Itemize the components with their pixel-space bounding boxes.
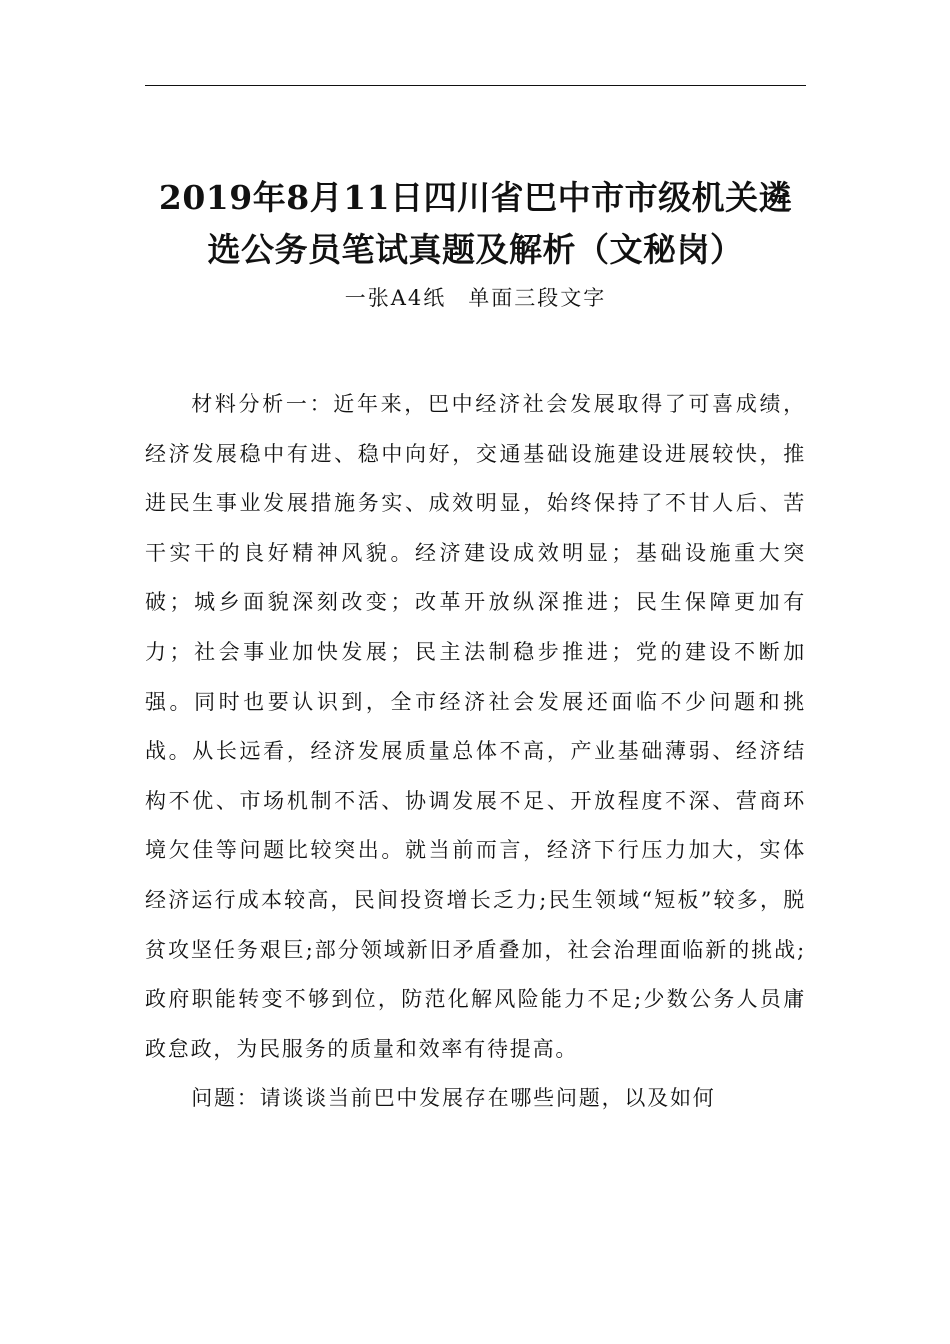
document-subtitle (145, 282, 806, 314)
subtitle-paper-size: 一张A4纸 (344, 286, 447, 310)
document-body (145, 380, 806, 1124)
header-rule (145, 85, 806, 86)
paragraph-question: 问题：请谈谈当前巴中发展存在哪些问题，以及如何 (191, 1086, 716, 1111)
subtitle-layout-note: 单面三段文字 (468, 286, 607, 310)
document-title: 2019年8月11日四川省巴中市市级机关遴选公务员笔试真题及解析（文秘岗） (158, 178, 793, 269)
paragraph-material-analysis: 材料分析一：近年来，巴中经济社会发展取得了可喜成绩，经济发展稳中有进、稳中向好，交通基础设施建设进展较快，推进民生事业发展措施务实、成效明显，始终保持了不甘人后、苦干实干的良好精神风貌。经济建设成效明显；基础设施重大突破；城乡面貌深刻改变；改革开放纵深推进；民生保障更加有力；社会事业加快发展；民主法制稳步推进；党的建设不断加强。同时也要认识到，全市经济社会发展还面临不少问题和挑战。从长远看，经济发展质量总体不高，产业基础薄弱、经济结构不优、市场机制不活、协调发展不足、开放程度不深、营商环境欠佳等问题比较突出。就当前而言，经济下行压力加大，实体经济运行成本较高，民间投资增长乏力;民生领域“短板”较多，脱贫攻坚任务艰巨;部分领域新旧矛盾叠加，社会治理面临新的挑战;政府职能转变不够到位，防范化解风险能力不足;少数公务人员庸政怠政，为民服务的质量和效率有待提高。 (145, 392, 806, 1061)
